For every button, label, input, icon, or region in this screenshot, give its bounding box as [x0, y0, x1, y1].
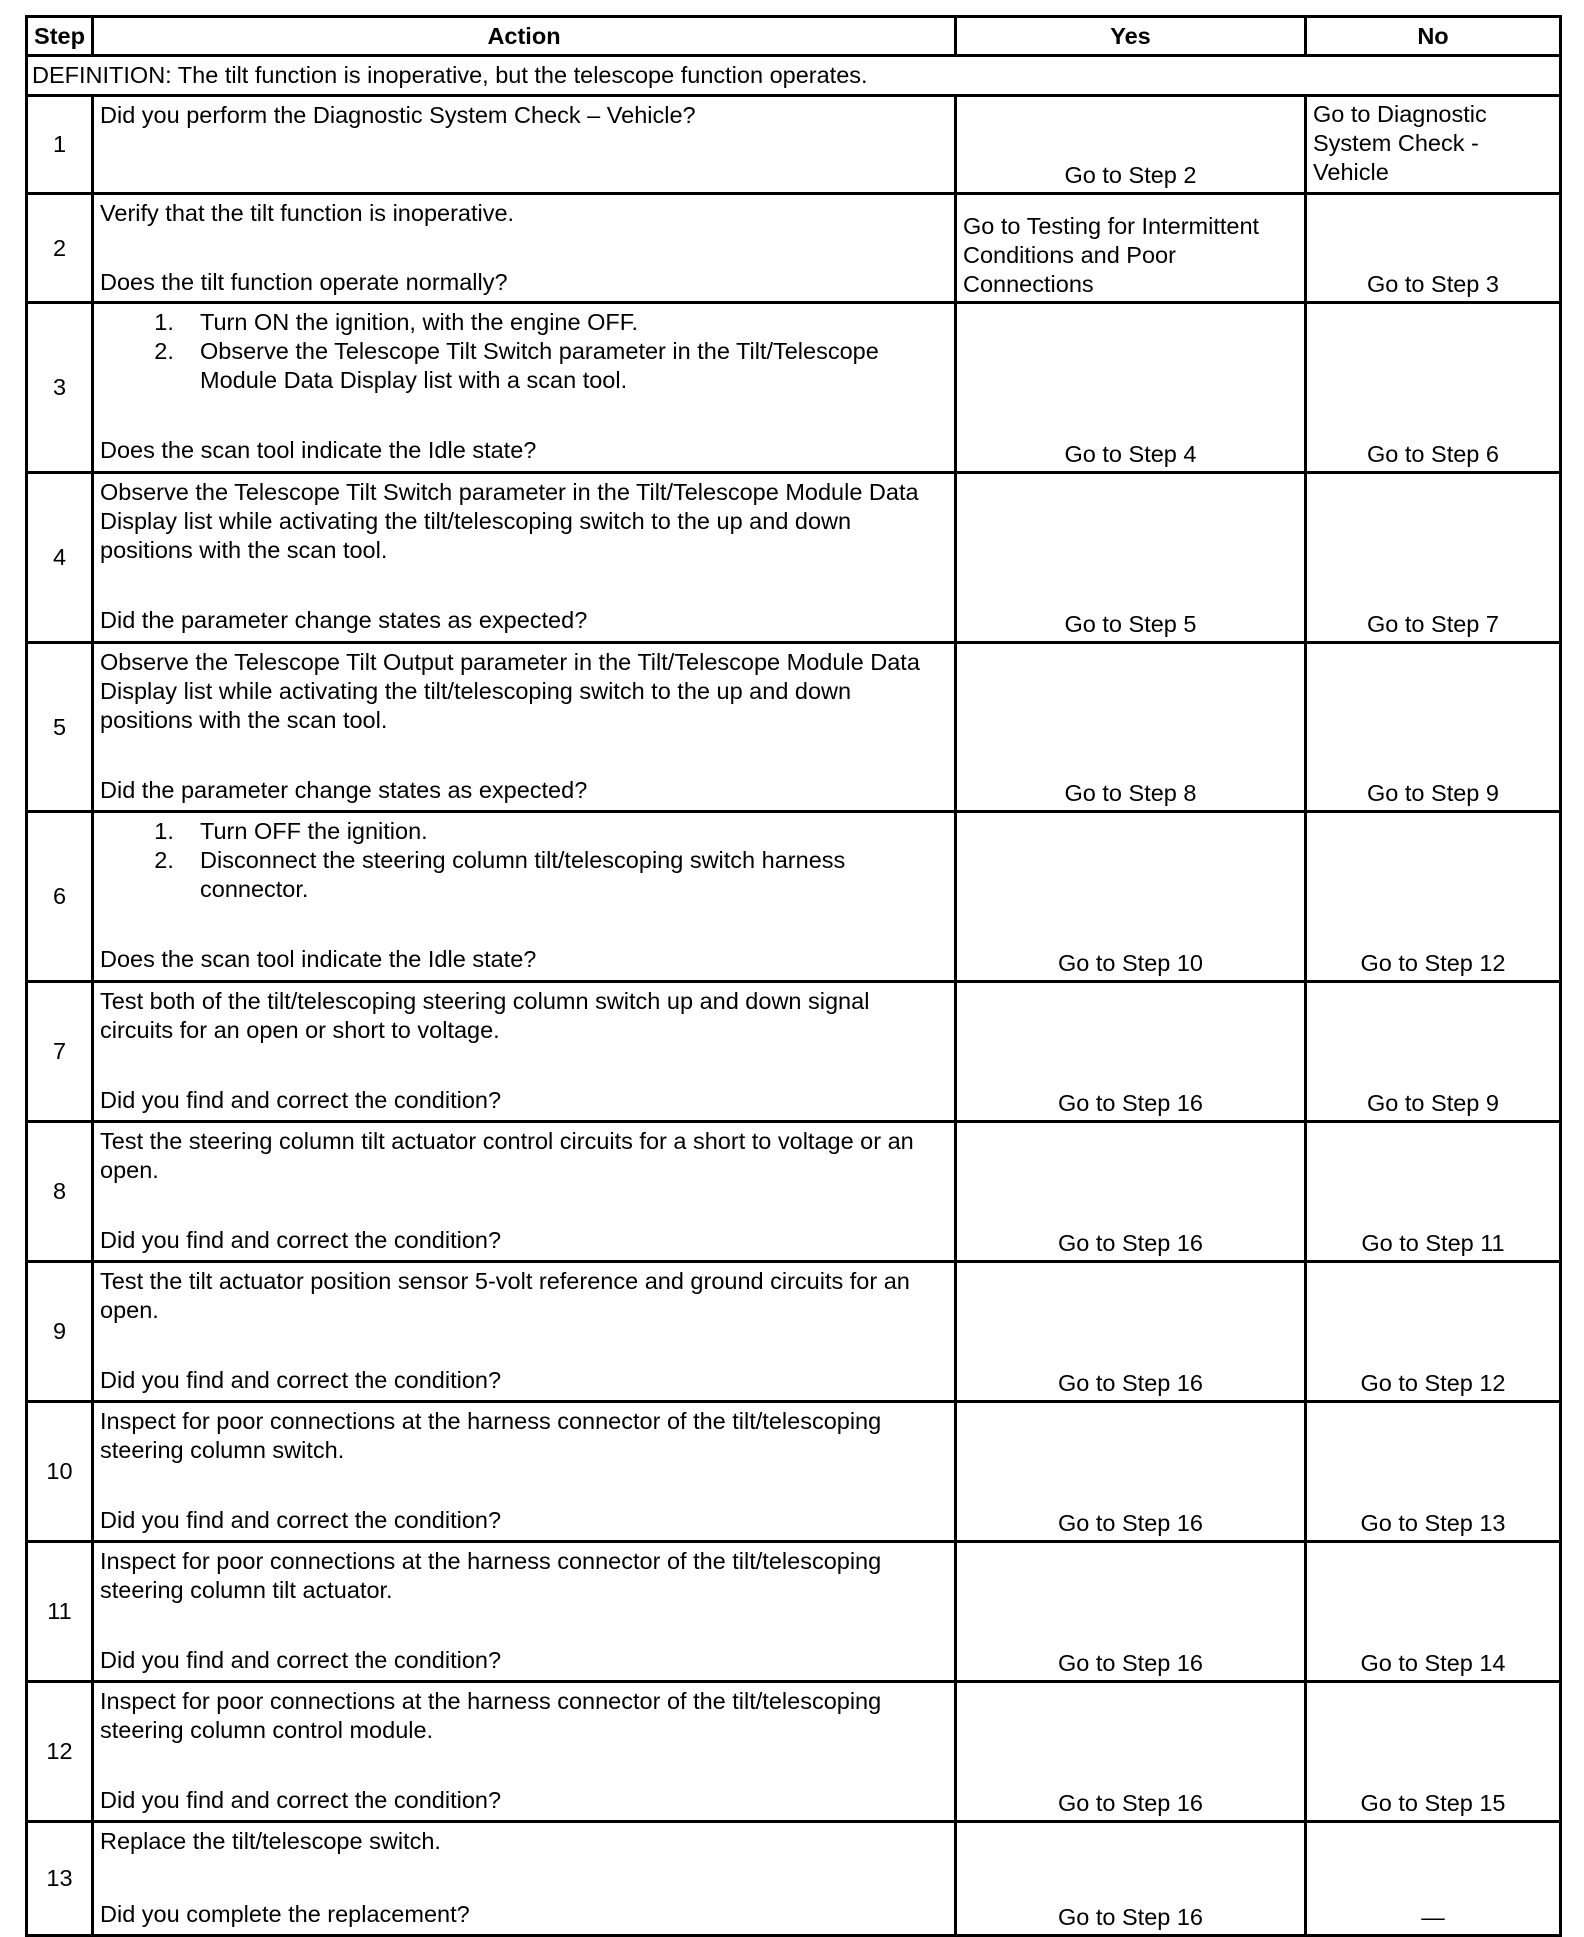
table-row: [27, 193, 1561, 302]
action-content: [100, 1407, 948, 1535]
action-question: Did you find and correct the condition?: [100, 1787, 502, 1814]
action-cell: [93, 812, 956, 982]
action-cell: [93, 193, 956, 302]
header-row: [27, 17, 1561, 56]
no-result: Go to Diagnostic System Check - Vehicle: [1306, 95, 1561, 193]
table-row: [27, 642, 1561, 812]
action-question: Does the tilt function operate normally?: [100, 268, 508, 295]
action-content: [100, 101, 948, 188]
action-instruction: Verify that the tilt function is inoperative.: [100, 199, 515, 226]
table-row: [27, 1122, 1561, 1262]
table-row: [27, 1262, 1561, 1402]
yes-result: Go to Step 16: [956, 1122, 1306, 1262]
action-step-item: 2. Observe the Telescope Tilt Switch parameter in the Tilt/Telescope Module Data Display list with a scan tool.: [200, 337, 948, 395]
step-number: 4: [27, 473, 93, 643]
table-row: [27, 982, 1561, 1122]
step-number: 7: [27, 982, 93, 1122]
yes-result: Go to Step 16: [956, 1822, 1306, 1936]
action-step-item: 1. Turn OFF the ignition.: [200, 817, 948, 846]
table-row: [27, 1822, 1561, 1936]
action-instruction: Inspect for poor connections at the harness connector of the tilt/telescoping steering column tilt actuator.: [100, 1548, 882, 1604]
no-result: Go to Step 6: [1306, 303, 1561, 473]
action-cell: [93, 473, 956, 643]
step-number: 10: [27, 1402, 93, 1542]
header-yes: Yes: [956, 17, 1306, 56]
action-instruction: Test both of the tilt/telescoping steering column switch up and down signal circuits for an open or short to voltage.: [100, 988, 870, 1044]
action-content: [100, 199, 948, 297]
action-content: [100, 1827, 948, 1929]
action-cell: [93, 982, 956, 1122]
action-cell: [93, 642, 956, 812]
no-result: Go to Step 12: [1306, 1262, 1561, 1402]
step-number: 8: [27, 1122, 93, 1262]
action-content: [100, 1267, 948, 1395]
no-result: Go to Step 7: [1306, 473, 1561, 643]
action-cell: [93, 1402, 956, 1542]
action-content: [100, 1547, 948, 1675]
yes-result: Go to Step 16: [956, 1402, 1306, 1542]
action-content: [100, 1687, 948, 1815]
action-steps-list: [100, 308, 948, 395]
definition-text: DEFINITION: The tilt function is inoperative, but the telescope function operates.: [27, 56, 1561, 96]
action-question: Did you find and correct the condition?: [100, 1507, 502, 1534]
action-steps-list: [100, 817, 948, 904]
yes-result: Go to Step 16: [956, 982, 1306, 1122]
action-cell: [93, 1122, 956, 1262]
step-number: 11: [27, 1542, 93, 1682]
action-instruction: Observe the Telescope Tilt Switch parameter in the Tilt/Telescope Module Data Display list while activating the tilt/telescoping switch to the up and down positions with the scan tool.: [100, 479, 919, 564]
no-result: Go to Step 12: [1306, 812, 1561, 982]
step-number: 6: [27, 812, 93, 982]
no-result: Go to Step 15: [1306, 1682, 1561, 1822]
action-cell: [93, 95, 956, 193]
step-number: 2: [27, 193, 93, 302]
table-row: [27, 812, 1561, 982]
no-result: Go to Step 3: [1306, 193, 1561, 302]
action-question: Does the scan tool indicate the Idle state?: [100, 437, 537, 464]
step-number: 13: [27, 1822, 93, 1936]
definition-row: [27, 56, 1561, 96]
yes-result: Go to Step 10: [956, 812, 1306, 982]
header-action: Action: [93, 17, 956, 56]
table-row: [27, 473, 1561, 643]
step-number: 12: [27, 1682, 93, 1822]
action-instruction: Inspect for poor connections at the harness connector of the tilt/telescoping steering column switch.: [100, 1408, 882, 1464]
header-step: Step: [27, 17, 93, 56]
action-question: Did you find and correct the condition?: [100, 1647, 502, 1674]
action-question: Did you find and correct the condition?: [100, 1227, 502, 1254]
action-question: Did you find and correct the condition?: [100, 1087, 502, 1114]
action-content: [100, 987, 948, 1115]
action-question: Did you find and correct the condition?: [100, 1367, 502, 1394]
yes-result: Go to Step 16: [956, 1542, 1306, 1682]
action-instruction: Did you perform the Diagnostic System Check – Vehicle?: [100, 101, 696, 128]
action-instruction: Test the steering column tilt actuator control circuits for a short to voltage or an open.: [100, 1128, 914, 1184]
action-content: [100, 648, 948, 805]
no-result: Go to Step 9: [1306, 982, 1561, 1122]
action-cell: [93, 1262, 956, 1402]
header-no: No: [1306, 17, 1561, 56]
action-content: [100, 1127, 948, 1255]
action-question: Did the parameter change states as expected?: [100, 607, 588, 634]
action-content: [100, 308, 948, 465]
table-row: [27, 303, 1561, 473]
yes-result: Go to Step 5: [956, 473, 1306, 643]
action-question: Did you complete the replacement?: [100, 1901, 470, 1928]
action-question: Did the parameter change states as expected?: [100, 776, 588, 803]
no-result: —: [1306, 1822, 1561, 1936]
yes-result: Go to Step 2: [956, 95, 1306, 193]
action-instruction: Observe the Telescope Tilt Output parameter in the Tilt/Telescope Module Data Display list while activating the tilt/telescoping switch to the up and down positions with the scan tool.: [100, 648, 920, 733]
action-instruction: Inspect for poor connections at the harness connector of the tilt/telescoping steering column control module.: [100, 1688, 882, 1744]
action-instruction: Test the tilt actuator position sensor 5-volt reference and ground circuits for an open.: [100, 1268, 910, 1324]
yes-result: Go to Step 4: [956, 303, 1306, 473]
no-result: Go to Step 13: [1306, 1402, 1561, 1542]
action-cell: [93, 1822, 956, 1936]
table-row: [27, 1402, 1561, 1542]
no-result: Go to Step 9: [1306, 642, 1561, 812]
step-number: 9: [27, 1262, 93, 1402]
no-result: Go to Step 14: [1306, 1542, 1561, 1682]
step-number: 1: [27, 95, 93, 193]
action-cell: [93, 1682, 956, 1822]
yes-result: Go to Step 8: [956, 642, 1306, 812]
table-row: [27, 1542, 1561, 1682]
action-instruction: Replace the tilt/telescope switch.: [100, 1828, 441, 1855]
yes-result: Go to Step 16: [956, 1262, 1306, 1402]
action-cell: [93, 303, 956, 473]
action-cell: [93, 1542, 956, 1682]
no-result: Go to Step 11: [1306, 1122, 1561, 1262]
step-number: 3: [27, 303, 93, 473]
action-content: [100, 817, 948, 974]
action-step-item: 2. Disconnect the steering column tilt/telescoping switch harness connector.: [200, 846, 948, 904]
yes-result: Go to Testing for Intermittent Conditions and Poor Connections: [956, 193, 1306, 302]
table-row: [27, 95, 1561, 193]
table-row: [27, 1682, 1561, 1822]
yes-result: Go to Step 16: [956, 1682, 1306, 1822]
action-step-item: 1. Turn ON the ignition, with the engine OFF.: [200, 308, 948, 337]
action-content: [100, 478, 948, 635]
step-number: 5: [27, 642, 93, 812]
action-question: Does the scan tool indicate the Idle state?: [100, 946, 537, 973]
diagnostic-table: [25, 15, 1562, 1937]
